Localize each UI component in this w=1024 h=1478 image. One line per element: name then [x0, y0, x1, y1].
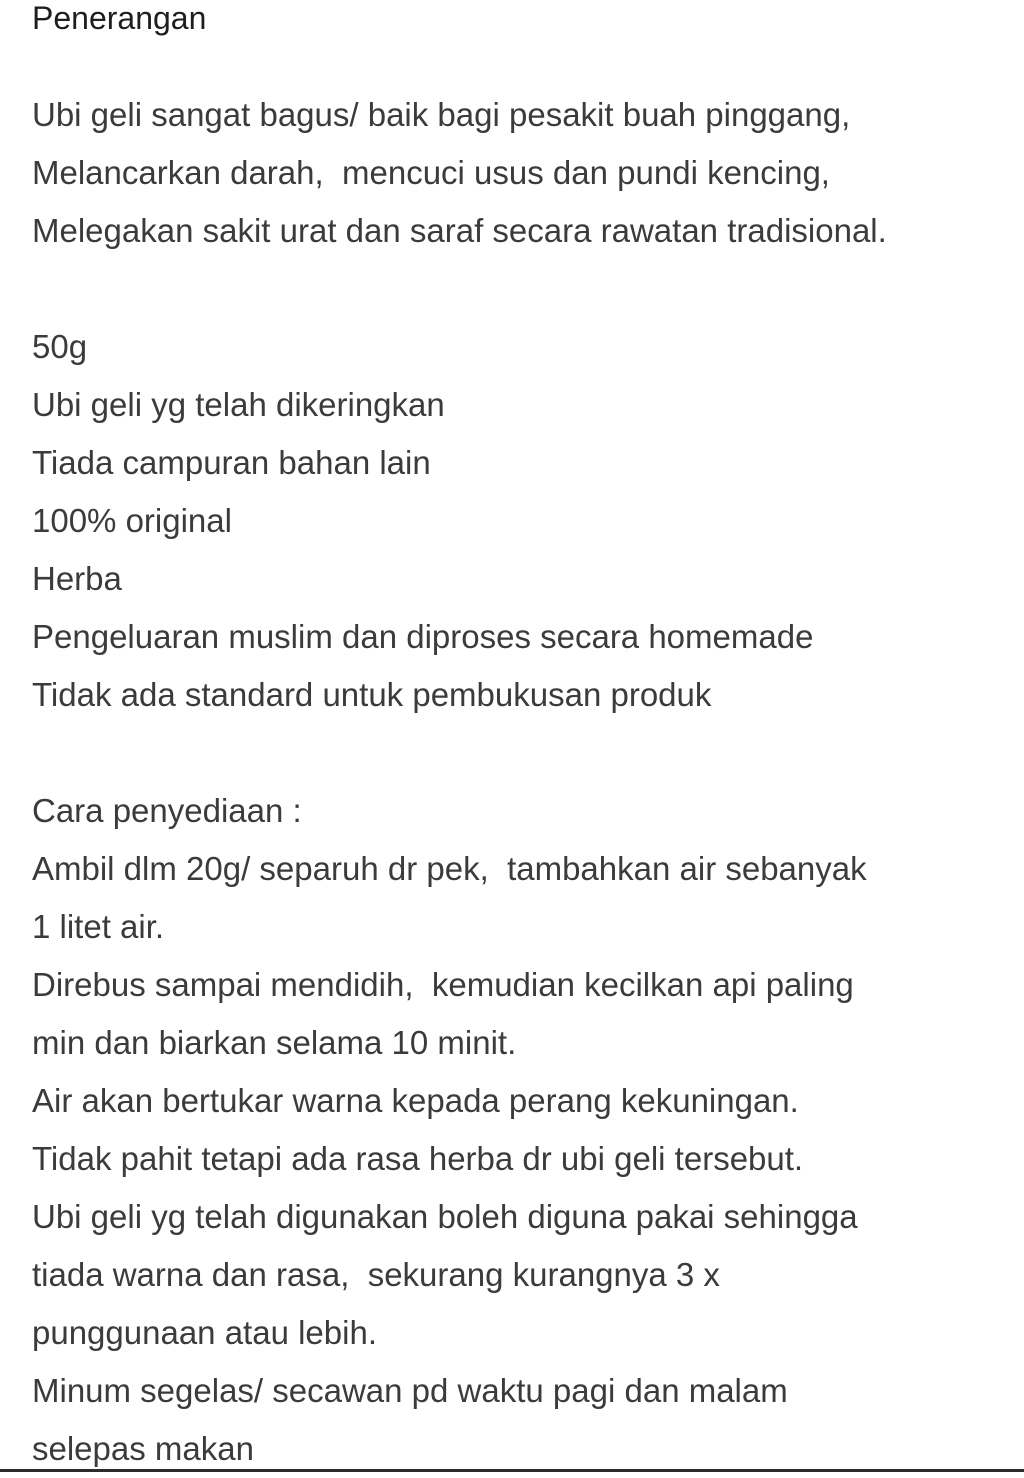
- spacer: [32, 724, 1012, 782]
- preparation-line: Ubi geli yg telah digunakan boleh diguna pakai sehingga: [32, 1198, 858, 1235]
- preparation-line: min dan biarkan selama 10 minit.: [32, 1024, 517, 1061]
- preparation-line: Ambil dlm 20g/ separuh dr pek, tambahkan air sebanyak: [32, 850, 867, 887]
- preparation-line: tiada warna dan rasa, sekurang kurangnya 3 x: [32, 1256, 720, 1293]
- preparation-line: selepas makan: [32, 1430, 254, 1467]
- detail-line: Tidak ada standard untuk pembukusan produk: [32, 676, 712, 713]
- preparation-line: 1 litet air.: [32, 908, 165, 945]
- benefit-line: Ubi geli sangat bagus/ baik bagi pesakit buah pinggang,: [32, 96, 851, 133]
- section-title: Penerangan: [32, 0, 207, 36]
- spacer: [32, 260, 1012, 318]
- detail-line: Tiada campuran bahan lain: [32, 444, 431, 481]
- preparation-line: Direbus sampai mendidih, kemudian kecilkan api paling: [32, 966, 854, 1003]
- benefit-line: Melegakan sakit urat dan saraf secara rawatan tradisional.: [32, 212, 887, 249]
- detail-line: Ubi geli yg telah dikeringkan: [32, 386, 445, 423]
- preparation-line: punggunaan atau lebih.: [32, 1314, 377, 1351]
- description-body: [32, 86, 1012, 1478]
- detail-line: Pengeluaran muslim dan diproses secara homemade: [32, 618, 814, 655]
- detail-line: 100% original: [32, 502, 232, 539]
- preparation-heading: Cara penyediaan :: [32, 792, 302, 829]
- preparation-line: Minum segelas/ secawan pd waktu pagi dan malam: [32, 1372, 788, 1409]
- preparation-line: Tidak pahit tetapi ada rasa herba dr ubi geli tersebut.: [32, 1140, 804, 1177]
- detail-line: Herba: [32, 560, 122, 597]
- detail-line: 50g: [32, 328, 88, 365]
- preparation-line: Air akan bertukar warna kepada perang kekuningan.: [32, 1082, 799, 1119]
- benefit-line: Melancarkan darah, mencuci usus dan pundi kencing,: [32, 154, 830, 191]
